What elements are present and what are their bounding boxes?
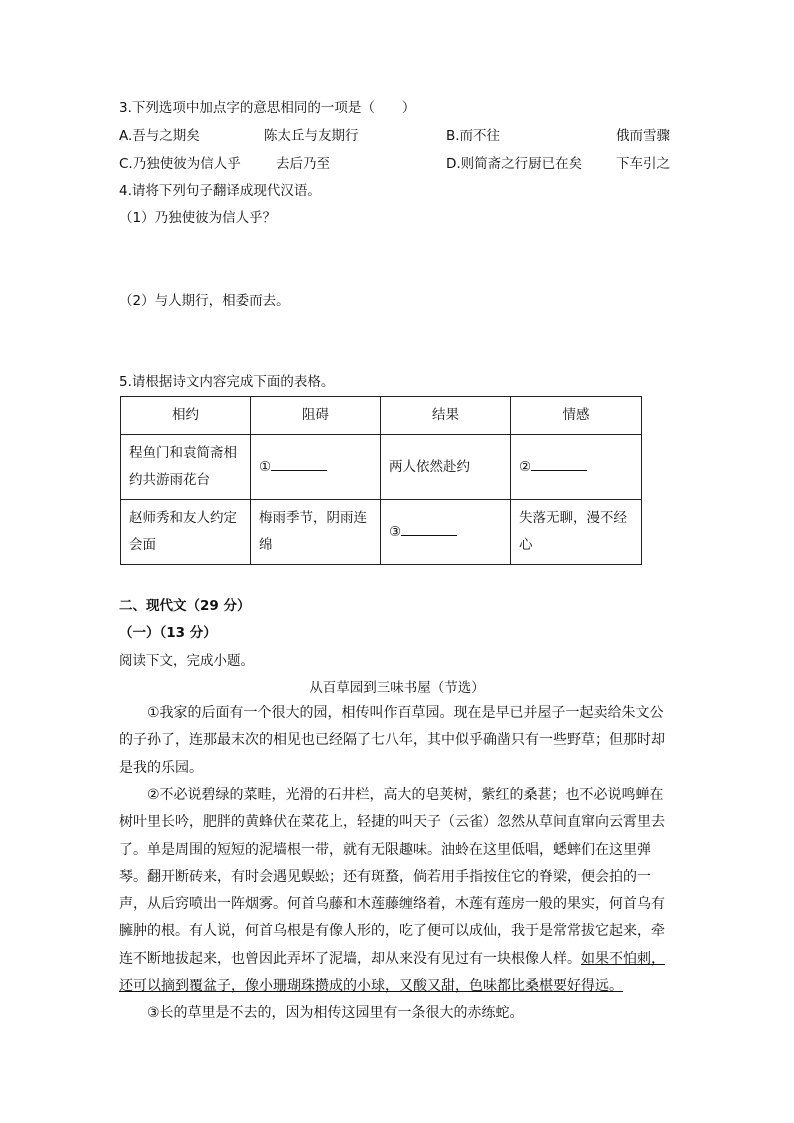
q3-stem: 3.下列选项中加点字的意思相同的一项是（ ） [119, 100, 416, 116]
q3-option-d-left: D.则简斋之行厨已在矣 [446, 156, 583, 172]
table-header-row [121, 397, 642, 435]
table-header-cell: 结果 [381, 397, 511, 435]
table-cell-blank-2[interactable] [511, 435, 642, 500]
subsection-title: （一）（13 分） [119, 625, 217, 641]
q5-stem: 5.请根据诗文内容完成下面的表格。 [119, 374, 335, 390]
table-cell-blank-3[interactable] [381, 500, 511, 565]
paragraph-3: ③长的草里是不去的，因为相传这园里有一条很大的赤练蛇。 [147, 1005, 524, 1021]
q3-option-c-left: C.乃独使彼为信人乎 [119, 156, 241, 172]
paragraph-2-text: ②不必说碧绿的菜畦，光滑的石井栏，高大的皂荚树，紫红的桑葚；也不必说鸣蝉在树叶里长吟，肥胖的黄蜂伏在菜花上，轻捷的叫天子（云雀）忽然从草间直窜向云霄里去了。单是周围的短短的泥墙根一带，就有无限趣味。油蛉在这里低唱，蟋蟀们在这里弹琴。翻开断砖来，有时会遇见蜈蚣；还有斑蝥，倘若用手指按住它的脊梁，便会拍的一声，从后窍喷出一阵烟雾。何首乌藤和木莲藤缠络着，木莲有莲房一般的果实，何首乌有臃肿的根。有人说，何首乌根是有像人形的，吃了便可以成仙，我于是常常拔它起来，牵连不断地拔起来，也曾因此弄坏了泥墙，却从来没有见过有一块根像人样。 [119, 787, 665, 967]
table-cell: 两人依然赴约 [381, 435, 511, 500]
table-cell: 赵师秀和友人约定会面 [121, 500, 251, 565]
table-row [121, 500, 642, 565]
q4-sentence-2: （2）与人期行，相委而去。 [119, 293, 290, 309]
q3-option-b-left: B.而不往 [446, 128, 501, 144]
table-cell-blank-1[interactable] [251, 435, 381, 500]
section-title: 二、现代文（29 分） [119, 598, 251, 614]
paragraph-1: ①我家的后面有一个很大的园，相传叫作百草园。现在是早已并屋子一起卖给朱文公的子孙了，连那最末次的相见也已经隔了七八年，其中似乎确凿只有一些野草；但那时却是我的乐园。 [119, 705, 665, 776]
passage-title: 从百草园到三味书屋（节选） [309, 680, 485, 696]
table-header-cell: 阻碍 [251, 397, 381, 435]
q3-option-c-right: 去后乃至 [276, 156, 330, 172]
table-header-cell: 相约 [121, 397, 251, 435]
reading-instruction: 阅读下文，完成小题。 [119, 653, 254, 669]
table-cell: 梅雨季节，阴雨连绵 [251, 500, 381, 565]
table-cell: 失落无聊，漫不经心 [511, 500, 642, 565]
blank-marker: ② [519, 458, 532, 475]
table-header-cell: 情感 [511, 397, 642, 435]
q5-table [120, 396, 642, 565]
q3-option-a-left: A.吾与之期矣 [119, 128, 200, 144]
answer-blank[interactable] [271, 458, 327, 471]
q3-option-a-right: 陈太丘与友期行 [264, 128, 359, 144]
answer-blank[interactable] [531, 458, 587, 471]
underlined-sentence: 如果不怕刺，还可以摘到覆盆子，像小珊瑚珠攒成的小球，又酸又甜，色味都比桑椹要好得远。 [119, 950, 665, 995]
blank-marker: ① [259, 458, 272, 475]
q4-sentence-1: （1）乃独使彼为信人乎？ [119, 210, 277, 226]
table-row [121, 435, 642, 500]
q3-option-d-right: 下车引之 [616, 156, 670, 172]
table-cell: 程鱼门和袁简斋相约共游雨花台 [121, 435, 251, 500]
answer-blank[interactable] [401, 523, 457, 536]
blank-marker: ③ [389, 523, 402, 540]
q3-option-b-right: 俄而雪骤 [616, 128, 670, 144]
paragraph-2 [119, 782, 667, 1000]
q4-stem: 4.请将下列句子翻译成现代汉语。 [119, 183, 321, 199]
